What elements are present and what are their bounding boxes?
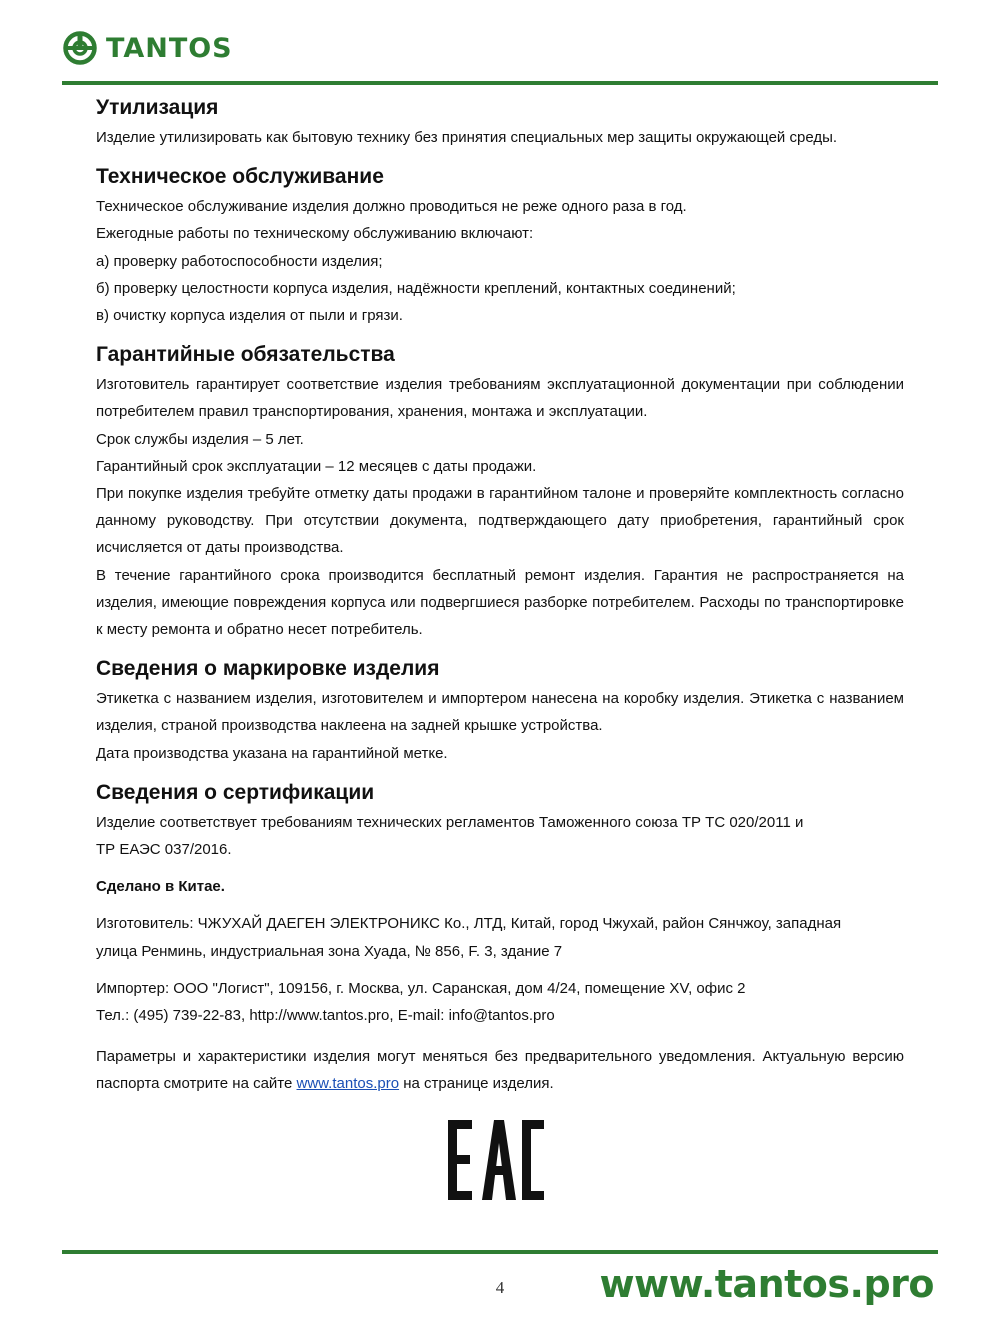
update-notice [96,1043,904,1097]
section-title-certification: Сведения о сертификации [96,780,375,804]
warranty-paragraph: Изготовитель гарантирует соответствие изделия требованиям эксплуатационной документации при соблюдении потребителем правил транспортирования, хранения, монтажа и эксплуатации. [96,376,904,421]
eac-mark-icon [446,1118,546,1202]
maintenance-line: в) очистку корпуса изделия от пыли и грязи. [96,307,403,325]
page-header [62,26,938,86]
brand-logo [62,30,233,66]
utilization-text: Изделие утилизировать как бытовую технику без принятия специальных мер защиты окружающей среды. [96,129,838,146]
maintenance-line: б) проверку целостности корпуса изделия, надёжности креплений, контактных соединений; [96,279,736,297]
header-divider [62,81,938,85]
importer-text: Импортер: ООО "Логист", 109156, г. Москва, ул. Саранская, дом 4/24, помещение XV, офис 2 [96,979,746,997]
section-title-warranty: Гарантийные обязательства [96,343,395,367]
eac-mark [446,1118,546,1202]
warranty-paragraph: При покупке изделия требуйте отметку даты продажи в гарантийном талоне и проверяйте комплектность согласно данному руководству. При отсутствии документа, подтверждающего дату приобретения, гарантийный срок исчисляется от даты производства. [96,485,904,557]
manufacturer-line: Изготовитель: ЧЖУХАЙ ДАЕГЕН ЭЛЕКТРОНИКС Ко., ЛТД, Китай, город Чжухай, район Сянчжоу, западная [96,915,842,933]
certification-line: Изделие соответствует требованиям технических регламентов Таможенного союза ТР ТС 020/2011 и [96,813,804,831]
brand-name: TANTOS [106,32,233,64]
marking-paragraph: Этикетка с названием изделия, изготовителем и импортером нанесена на коробку изделия. Этикетка с названием изделия, страной производства наклеена на задней крышке устройства. [96,690,904,735]
section-title-marking: Сведения о маркировке изделия [96,657,440,681]
website-link[interactable]: www.tantos.pro [296,1075,400,1093]
section-title-maintenance: Техническое обслуживание [96,165,384,189]
warranty-paragraph: Срок службы изделия – 5 лет. [96,430,304,448]
page-number: 4 [495,1278,505,1297]
warranty-paragraph: Гарантийный срок эксплуатации – 12 месяцев с даты продажи. [96,457,537,475]
maintenance-line: Техническое обслуживание изделия должно проводиться не реже одного раза в год. [96,198,687,216]
contacts-text: Тел.: (495) 739-22-83, http://www.tantos.pro, E-mail: info@tantos.pro [96,1007,555,1025]
footer-website-url: www.tantos.pro [599,1262,934,1306]
update-notice-text-end: на странице изделия. [399,1075,554,1093]
manufacturer-line: улица Ренминь, индустриальная зона Хуада, № 856, F. 3, здание 7 [96,942,563,960]
marking-paragraph: Дата производства указана на гарантийной метке. [96,744,448,762]
maintenance-line: а) проверку работоспособности изделия; [96,252,383,270]
certification-line: ТР ЕАЭС 037/2016. [96,841,232,859]
tantos-logo-icon [62,30,98,66]
maintenance-line: Ежегодные работы по техническому обслуживанию включают: [96,225,534,243]
document-body [96,90,904,1098]
update-notice-text: Параметры и характеристики изделия могут меняться без предварительного уведомления. Актуальную версию паспорта смотрите на сайте [96,1048,904,1093]
made-in-text: Сделано в Китае. [96,878,225,896]
section-title-utilization: Утилизация [96,96,219,119]
footer-divider [62,1250,938,1254]
warranty-paragraph: В течение гарантийного срока производится бесплатный ремонт изделия. Гарантия не распространяется на изделия, имеющие повреждения корпуса или подвергшиеся разборке потребителем. Расходы по транспортировке к месту ремонта и обратно несет потребитель. [96,566,904,639]
